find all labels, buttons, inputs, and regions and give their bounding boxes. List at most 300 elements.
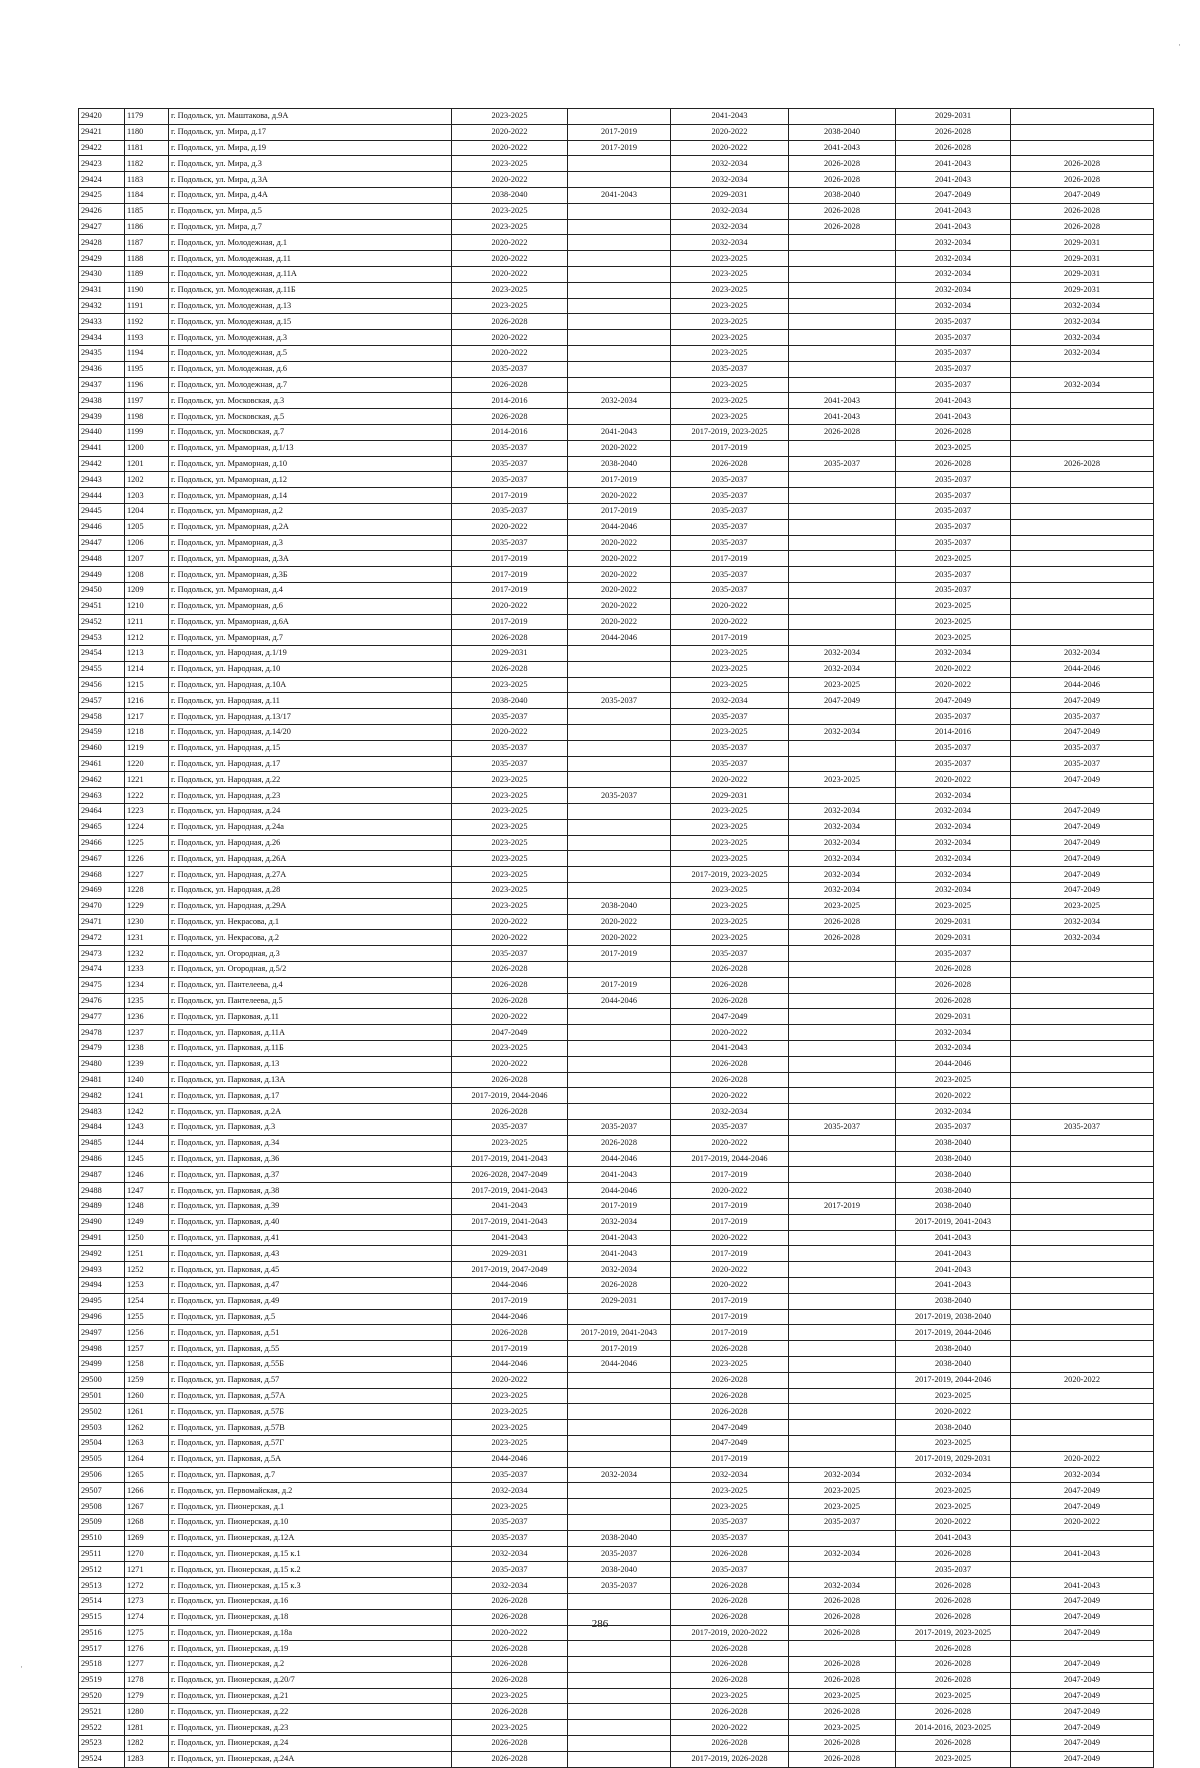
work-period-6-cell: 2020-2022 [1011, 1514, 1154, 1530]
work-period-6-cell [1011, 1009, 1154, 1025]
work-period-6-cell [1011, 1356, 1154, 1372]
work-period-3-cell: 2020-2022 [671, 1025, 789, 1041]
house-id-cell: 1283 [125, 1751, 169, 1767]
table-row [79, 1657, 1154, 1673]
work-period-1-cell: 2023-2025 [452, 772, 568, 788]
table-row [79, 1404, 1154, 1420]
address-cell: г. Подольск, ул. Мира, д.3 [169, 156, 452, 172]
table-row [79, 1009, 1154, 1025]
table-row [79, 1309, 1154, 1325]
work-period-2-cell [568, 1499, 671, 1515]
table-row [79, 883, 1154, 899]
address-cell: г. Подольск, ул. Московская, д.5 [169, 409, 452, 425]
work-period-5-cell: 2029-2031 [896, 930, 1011, 946]
house-id-cell: 1250 [125, 1230, 169, 1246]
work-period-1-cell: 2020-2022 [452, 330, 568, 346]
work-period-3-cell: 2017-2019 [671, 440, 789, 456]
table-row [79, 1641, 1154, 1657]
work-period-1-cell: 2023-2025 [452, 788, 568, 804]
house-id-cell: 1192 [125, 314, 169, 330]
work-period-5-cell: 2026-2028 [896, 1593, 1011, 1609]
work-period-1-cell: 2014-2016 [452, 424, 568, 440]
address-cell: г. Подольск, ул. Пионерская, д.22 [169, 1704, 452, 1720]
work-period-1-cell: 2026-2028 [452, 1704, 568, 1720]
work-period-5-cell: 2032-2034 [896, 851, 1011, 867]
work-period-1-cell: 2023-2025 [452, 1041, 568, 1057]
address-cell: г. Подольск, ул. Народная, д.14/20 [169, 725, 452, 741]
house-id-cell: 1251 [125, 1246, 169, 1262]
address-cell: г. Подольск, ул. Молодежная, д.7 [169, 377, 452, 393]
row-number-cell: 29430 [79, 266, 125, 282]
house-id-cell: 1263 [125, 1435, 169, 1451]
work-period-3-cell: 2035-2037 [671, 535, 789, 551]
row-number-cell: 29518 [79, 1657, 125, 1673]
work-period-5-cell: 2032-2034 [896, 266, 1011, 282]
row-number-cell: 29445 [79, 503, 125, 519]
work-period-3-cell: 2035-2037 [671, 1530, 789, 1546]
house-id-cell: 1280 [125, 1704, 169, 1720]
table-row [79, 1593, 1154, 1609]
row-number-cell: 29426 [79, 203, 125, 219]
address-cell: г. Подольск, ул. Молодежная, д.15 [169, 314, 452, 330]
house-id-cell: 1211 [125, 614, 169, 630]
work-period-3-cell: 2026-2028 [671, 1736, 789, 1752]
row-number-cell: 29507 [79, 1483, 125, 1499]
work-period-4-cell: 2032-2034 [789, 1467, 896, 1483]
table-row [79, 424, 1154, 440]
house-id-cell: 1242 [125, 1104, 169, 1120]
work-period-4-cell [789, 1025, 896, 1041]
row-number-cell: 29496 [79, 1309, 125, 1325]
house-id-cell: 1234 [125, 977, 169, 993]
work-period-5-cell: 2038-2040 [896, 1293, 1011, 1309]
work-period-1-cell: 2026-2028 [452, 1593, 568, 1609]
table-row [79, 1151, 1154, 1167]
work-period-3-cell: 2026-2028 [671, 977, 789, 993]
work-period-3-cell: 2023-2025 [671, 914, 789, 930]
work-period-3-cell: 2047-2049 [671, 1420, 789, 1436]
work-period-4-cell [789, 1641, 896, 1657]
work-period-4-cell [789, 440, 896, 456]
row-number-cell: 29459 [79, 725, 125, 741]
table-row [79, 962, 1154, 978]
work-period-6-cell: 2026-2028 [1011, 172, 1154, 188]
work-period-6-cell [1011, 1325, 1154, 1341]
work-period-1-cell: 2026-2028 [452, 1072, 568, 1088]
work-period-3-cell: 2032-2034 [671, 693, 789, 709]
register-table-container [78, 108, 1153, 1768]
address-cell: г. Подольск, ул. Парковая, д.45 [169, 1262, 452, 1278]
work-period-3-cell: 2035-2037 [671, 472, 789, 488]
work-period-4-cell [789, 1088, 896, 1104]
work-period-3-cell: 2023-2025 [671, 898, 789, 914]
work-period-2-cell [568, 1041, 671, 1057]
work-period-6-cell [1011, 1388, 1154, 1404]
work-period-6-cell [1011, 488, 1154, 504]
house-id-cell: 1189 [125, 266, 169, 282]
work-period-5-cell: 2023-2025 [896, 630, 1011, 646]
work-period-4-cell: 2026-2028 [789, 1751, 896, 1767]
house-id-cell: 1238 [125, 1041, 169, 1057]
address-cell: г. Подольск, ул. Народная, д.27А [169, 867, 452, 883]
address-cell: г. Подольск, ул. Парковая, д.57Г [169, 1435, 452, 1451]
work-period-1-cell: 2023-2025 [452, 156, 568, 172]
work-period-3-cell: 2017-2019 [671, 1451, 789, 1467]
work-period-4-cell [789, 1435, 896, 1451]
work-period-4-cell: 2032-2034 [789, 851, 896, 867]
work-period-4-cell [789, 1056, 896, 1072]
row-number-cell: 29500 [79, 1372, 125, 1388]
address-cell: г. Подольск, ул. Народная, д.22 [169, 772, 452, 788]
work-period-3-cell: 2020-2022 [671, 1262, 789, 1278]
work-period-1-cell: 2026-2028 [452, 630, 568, 646]
house-id-cell: 1231 [125, 930, 169, 946]
corner-mark: · [1178, 40, 1181, 50]
house-id-cell: 1180 [125, 124, 169, 140]
row-number-cell: 29454 [79, 646, 125, 662]
work-period-4-cell: 2032-2034 [789, 819, 896, 835]
work-period-3-cell: 2035-2037 [671, 582, 789, 598]
work-period-6-cell [1011, 409, 1154, 425]
work-period-4-cell: 2026-2028 [789, 424, 896, 440]
work-period-2-cell: 2017-2019 [568, 124, 671, 140]
house-id-cell: 1220 [125, 756, 169, 772]
work-period-1-cell: 2035-2037 [452, 740, 568, 756]
house-id-cell: 1267 [125, 1499, 169, 1515]
work-period-5-cell: 2026-2028 [896, 1736, 1011, 1752]
address-cell: г. Подольск, ул. Народная, д.11 [169, 693, 452, 709]
work-period-6-cell: 2032-2034 [1011, 646, 1154, 662]
work-period-4-cell: 2038-2040 [789, 124, 896, 140]
work-period-4-cell: 2026-2028 [789, 1736, 896, 1752]
work-period-3-cell: 2020-2022 [671, 124, 789, 140]
work-period-1-cell: 2035-2037 [452, 1467, 568, 1483]
work-period-1-cell: 2020-2022 [452, 172, 568, 188]
work-period-4-cell: 2026-2028 [789, 219, 896, 235]
address-cell: г. Подольск, ул. Парковая, д.57А [169, 1388, 452, 1404]
table-row [79, 298, 1154, 314]
work-period-3-cell: 2017-2019 [671, 1325, 789, 1341]
work-period-4-cell [789, 1135, 896, 1151]
work-period-3-cell: 2035-2037 [671, 946, 789, 962]
house-id-cell: 1205 [125, 519, 169, 535]
table-row [79, 1420, 1154, 1436]
work-period-3-cell: 2023-2025 [671, 661, 789, 677]
corner-mark: · [20, 1662, 23, 1672]
work-period-4-cell: 2023-2025 [789, 1483, 896, 1499]
work-period-2-cell: 2017-2019 [568, 472, 671, 488]
address-cell: г. Подольск, ул. Пионерская, д.18 [169, 1609, 452, 1625]
work-period-1-cell: 2017-2019, 2041-2043 [452, 1214, 568, 1230]
row-number-cell: 29435 [79, 345, 125, 361]
table-row [79, 314, 1154, 330]
work-period-3-cell: 2023-2025 [671, 804, 789, 820]
row-number-cell: 29492 [79, 1246, 125, 1262]
address-cell: г. Подольск, ул. Некрасова, д.1 [169, 914, 452, 930]
work-period-4-cell [789, 1372, 896, 1388]
work-period-1-cell: 2023-2025 [452, 804, 568, 820]
work-period-4-cell: 2026-2028 [789, 156, 896, 172]
house-id-cell: 1259 [125, 1372, 169, 1388]
row-number-cell: 29469 [79, 883, 125, 899]
address-cell: г. Подольск, ул. Народная, д.10 [169, 661, 452, 677]
work-period-6-cell: 2032-2034 [1011, 330, 1154, 346]
work-period-3-cell: 2026-2028 [671, 1704, 789, 1720]
table-row [79, 898, 1154, 914]
work-period-2-cell [568, 819, 671, 835]
work-period-6-cell [1011, 1025, 1154, 1041]
work-period-6-cell: 2029-2031 [1011, 266, 1154, 282]
table-row [79, 1230, 1154, 1246]
work-period-5-cell: 2035-2037 [896, 314, 1011, 330]
address-cell: г. Подольск, ул. Парковая, д.38 [169, 1183, 452, 1199]
work-period-5-cell: 2017-2019, 2041-2043 [896, 1214, 1011, 1230]
work-period-2-cell [568, 1372, 671, 1388]
work-period-3-cell: 2017-2019 [671, 1198, 789, 1214]
work-period-2-cell: 2032-2034 [568, 393, 671, 409]
work-period-6-cell [1011, 1641, 1154, 1657]
work-period-3-cell: 2023-2025 [671, 1483, 789, 1499]
work-period-4-cell [789, 1009, 896, 1025]
address-cell: г. Подольск, ул. Мраморная, д.3А [169, 551, 452, 567]
work-period-5-cell: 2032-2034 [896, 819, 1011, 835]
address-cell: г. Подольск, ул. Парковая, д.57 [169, 1372, 452, 1388]
table-row [79, 1056, 1154, 1072]
work-period-2-cell [568, 1072, 671, 1088]
row-number-cell: 29451 [79, 598, 125, 614]
work-period-1-cell: 2023-2025 [452, 1420, 568, 1436]
row-number-cell: 29522 [79, 1720, 125, 1736]
row-number-cell: 29466 [79, 835, 125, 851]
row-number-cell: 29447 [79, 535, 125, 551]
work-period-6-cell [1011, 1435, 1154, 1451]
register-table-body [79, 109, 1154, 1768]
table-row [79, 1499, 1154, 1515]
address-cell: г. Подольск, ул. Пионерская, д.1 [169, 1499, 452, 1515]
work-period-6-cell: 2035-2037 [1011, 709, 1154, 725]
address-cell: г. Подольск, ул. Парковая, д.47 [169, 1277, 452, 1293]
work-period-6-cell: 2047-2049 [1011, 1657, 1154, 1673]
row-number-cell: 29504 [79, 1435, 125, 1451]
work-period-4-cell: 2023-2025 [789, 898, 896, 914]
address-cell: г. Подольск, ул. Пионерская, д.18а [169, 1625, 452, 1641]
work-period-2-cell [568, 1451, 671, 1467]
work-period-3-cell: 2023-2025 [671, 393, 789, 409]
work-period-4-cell: 2035-2037 [789, 456, 896, 472]
work-period-2-cell [568, 172, 671, 188]
address-cell: г. Подольск, ул. Парковая, д.41 [169, 1230, 452, 1246]
work-period-5-cell: 2035-2037 [896, 582, 1011, 598]
work-period-6-cell [1011, 1072, 1154, 1088]
work-period-4-cell: 2026-2028 [789, 1657, 896, 1673]
work-period-1-cell: 2020-2022 [452, 598, 568, 614]
work-period-4-cell [789, 1420, 896, 1436]
work-period-5-cell: 2032-2034 [896, 835, 1011, 851]
work-period-6-cell: 2047-2049 [1011, 1609, 1154, 1625]
work-period-5-cell: 2032-2034 [896, 788, 1011, 804]
address-cell: г. Подольск, ул. Парковая, д.7 [169, 1467, 452, 1483]
house-id-cell: 1264 [125, 1451, 169, 1467]
house-id-cell: 1254 [125, 1293, 169, 1309]
work-period-1-cell: 2023-2025 [452, 109, 568, 125]
address-cell: г. Подольск, ул. Народная, д.15 [169, 740, 452, 756]
work-period-2-cell [568, 156, 671, 172]
address-cell: г. Подольск, ул. Мира, д.17 [169, 124, 452, 140]
row-number-cell: 29443 [79, 472, 125, 488]
work-period-6-cell: 2032-2034 [1011, 914, 1154, 930]
table-row [79, 1578, 1154, 1594]
work-period-2-cell: 2020-2022 [568, 551, 671, 567]
work-period-4-cell [789, 1451, 896, 1467]
table-row [79, 1262, 1154, 1278]
work-period-5-cell: 2035-2037 [896, 519, 1011, 535]
table-row [79, 519, 1154, 535]
work-period-6-cell [1011, 393, 1154, 409]
work-period-1-cell: 2032-2034 [452, 1578, 568, 1594]
work-period-2-cell: 2038-2040 [568, 456, 671, 472]
row-number-cell: 29493 [79, 1262, 125, 1278]
work-period-5-cell: 2032-2034 [896, 1467, 1011, 1483]
work-period-1-cell: 2017-2019, 2047-2049 [452, 1262, 568, 1278]
row-number-cell: 29460 [79, 740, 125, 756]
work-period-5-cell: 2038-2040 [896, 1356, 1011, 1372]
work-period-1-cell: 2020-2022 [452, 124, 568, 140]
work-period-2-cell [568, 251, 671, 267]
work-period-1-cell: 2047-2049 [452, 1025, 568, 1041]
work-period-5-cell: 2026-2028 [896, 1609, 1011, 1625]
row-number-cell: 29422 [79, 140, 125, 156]
work-period-1-cell: 2017-2019, 2044-2046 [452, 1088, 568, 1104]
work-period-1-cell: 2020-2022 [452, 345, 568, 361]
row-number-cell: 29471 [79, 914, 125, 930]
work-period-2-cell: 2020-2022 [568, 598, 671, 614]
work-period-6-cell [1011, 1562, 1154, 1578]
work-period-1-cell: 2035-2037 [452, 440, 568, 456]
address-cell: г. Подольск, ул. Мраморная, д.2А [169, 519, 452, 535]
work-period-6-cell: 2047-2049 [1011, 867, 1154, 883]
work-period-1-cell: 2035-2037 [452, 1120, 568, 1136]
work-period-6-cell: 2047-2049 [1011, 835, 1154, 851]
row-number-cell: 29512 [79, 1562, 125, 1578]
row-number-cell: 29505 [79, 1451, 125, 1467]
work-period-4-cell [789, 109, 896, 125]
work-period-5-cell: 2026-2028 [896, 977, 1011, 993]
address-cell: г. Подольск, ул. Парковая, д.37 [169, 1167, 452, 1183]
address-cell: г. Подольск, ул. Парковая, д.57В [169, 1420, 452, 1436]
work-period-3-cell: 2035-2037 [671, 519, 789, 535]
work-period-5-cell: 2017-2019, 2038-2040 [896, 1309, 1011, 1325]
work-period-1-cell: 2026-2028 [452, 377, 568, 393]
row-number-cell: 29477 [79, 1009, 125, 1025]
house-id-cell: 1275 [125, 1625, 169, 1641]
work-period-3-cell: 2035-2037 [671, 488, 789, 504]
house-id-cell: 1223 [125, 804, 169, 820]
work-period-4-cell [789, 1104, 896, 1120]
row-number-cell: 29484 [79, 1120, 125, 1136]
row-number-cell: 29441 [79, 440, 125, 456]
work-period-4-cell [789, 1562, 896, 1578]
work-period-1-cell: 2038-2040 [452, 187, 568, 203]
work-period-3-cell: 2023-2025 [671, 646, 789, 662]
work-period-4-cell: 2041-2043 [789, 140, 896, 156]
work-period-6-cell [1011, 614, 1154, 630]
work-period-4-cell: 2038-2040 [789, 187, 896, 203]
work-period-2-cell [568, 851, 671, 867]
address-cell: г. Подольск, ул. Пионерская, д.2 [169, 1657, 452, 1673]
work-period-5-cell: 2029-2031 [896, 914, 1011, 930]
row-number-cell: 29498 [79, 1341, 125, 1357]
house-id-cell: 1282 [125, 1736, 169, 1752]
work-period-1-cell: 2041-2043 [452, 1230, 568, 1246]
house-id-cell: 1266 [125, 1483, 169, 1499]
work-period-3-cell: 2017-2019 [671, 1309, 789, 1325]
work-period-4-cell: 2017-2019 [789, 1198, 896, 1214]
work-period-4-cell [789, 1309, 896, 1325]
work-period-3-cell: 2026-2028 [671, 1609, 789, 1625]
work-period-4-cell: 2032-2034 [789, 661, 896, 677]
house-id-cell: 1198 [125, 409, 169, 425]
work-period-6-cell: 2047-2049 [1011, 725, 1154, 741]
table-row [79, 1514, 1154, 1530]
table-row [79, 1135, 1154, 1151]
work-period-1-cell: 2020-2022 [452, 1009, 568, 1025]
address-cell: г. Подольск, ул. Мраморная, д.6 [169, 598, 452, 614]
row-number-cell: 29481 [79, 1072, 125, 1088]
work-period-2-cell [568, 1688, 671, 1704]
table-row [79, 819, 1154, 835]
table-row [79, 930, 1154, 946]
work-period-6-cell: 2047-2049 [1011, 804, 1154, 820]
work-period-4-cell [789, 361, 896, 377]
work-period-6-cell: 2047-2049 [1011, 772, 1154, 788]
work-period-1-cell: 2026-2028 [452, 314, 568, 330]
work-period-6-cell: 2047-2049 [1011, 187, 1154, 203]
work-period-6-cell: 2047-2049 [1011, 693, 1154, 709]
work-period-5-cell: 2020-2022 [896, 1404, 1011, 1420]
work-period-5-cell: 2035-2037 [896, 330, 1011, 346]
work-period-2-cell [568, 377, 671, 393]
work-period-2-cell [568, 203, 671, 219]
work-period-3-cell: 2020-2022 [671, 1230, 789, 1246]
work-period-4-cell: 2032-2034 [789, 867, 896, 883]
row-number-cell: 29483 [79, 1104, 125, 1120]
work-period-1-cell: 2035-2037 [452, 456, 568, 472]
work-period-5-cell: 2023-2025 [896, 1072, 1011, 1088]
table-row [79, 156, 1154, 172]
table-row [79, 1356, 1154, 1372]
work-period-5-cell: 2032-2034 [896, 646, 1011, 662]
work-period-3-cell: 2026-2028 [671, 1641, 789, 1657]
table-row [79, 867, 1154, 883]
house-id-cell: 1222 [125, 788, 169, 804]
table-row [79, 1041, 1154, 1057]
house-id-cell: 1274 [125, 1609, 169, 1625]
work-period-1-cell: 2023-2025 [452, 883, 568, 899]
house-id-cell: 1226 [125, 851, 169, 867]
address-cell: г. Подольск, ул. Мраморная, д.3Б [169, 567, 452, 583]
address-cell: г. Подольск, ул. Парковая, д.13А [169, 1072, 452, 1088]
work-period-5-cell: 2035-2037 [896, 1120, 1011, 1136]
address-cell: г. Подольск, ул. Мраморная, д.12 [169, 472, 452, 488]
row-number-cell: 29519 [79, 1672, 125, 1688]
work-period-2-cell: 2026-2028 [568, 1135, 671, 1151]
work-period-4-cell: 2023-2025 [789, 1499, 896, 1515]
work-period-1-cell: 2026-2028 [452, 1641, 568, 1657]
address-cell: г. Подольск, ул. Первомайская, д.2 [169, 1483, 452, 1499]
table-row [79, 851, 1154, 867]
work-period-6-cell: 2047-2049 [1011, 851, 1154, 867]
work-period-4-cell: 2047-2049 [789, 693, 896, 709]
